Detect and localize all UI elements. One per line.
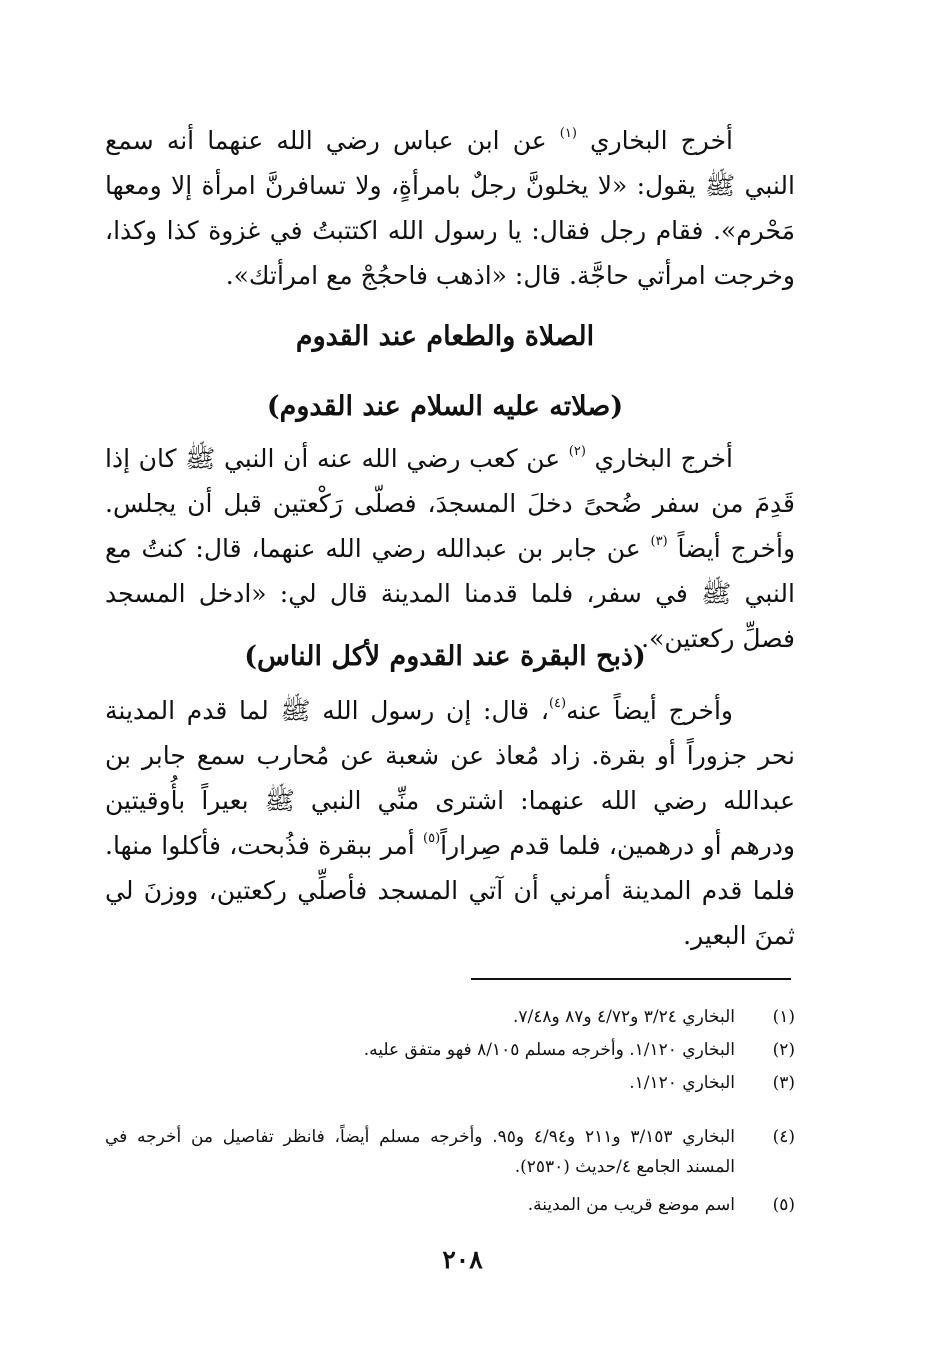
footnote-number: (٣) xyxy=(772,1073,795,1093)
subheading-prayer: (صلاته عليه السلام عند القدوم) xyxy=(266,391,624,422)
footnote-ref-5: (٥) xyxy=(423,831,441,846)
footnote-number: (٢) xyxy=(772,1040,795,1060)
footnote-4 xyxy=(105,1122,795,1182)
footnote-number: (١) xyxy=(772,1007,795,1027)
footnote-ref-2: (٢) xyxy=(568,444,586,459)
paragraph-2-middle: عن كعب رضي الله عنه أن النبي ﷺ كان إذا قَدِمَ من سفر ضُحىً دخلَ المسجدَ، فصلّى رَكْعتين قبل أن يجلس. وأخرج أيضاً xyxy=(105,444,796,563)
paragraph-1-start: أخرج البخاري xyxy=(576,126,733,155)
paragraph-2-start: أخرج البخاري xyxy=(585,444,733,473)
paragraph-3 xyxy=(105,688,795,958)
footnote-divider xyxy=(471,978,791,980)
paragraph-2-rest: عن جابر بن عبدالله رضي الله عنهما، قال: كنتُ مع النبي ﷺ في سفر، فلما قدمنا المدينة قال لي: «ادخل المسجد فصلِّ ركعتين». xyxy=(105,534,795,653)
footnote-text: اسم موضع قريب من المدينة. xyxy=(527,1195,735,1215)
footnote-text: البخاري ٣/٢٤ و٤/٧٢ و٨٧ و٧/٤٨. xyxy=(512,1007,735,1027)
paragraph-3-rest: أمر ببقرة فذُبحت، فأكلوا منها. فلما قدم المدينة أمرني أن آتي المسجد فأصلِّي ركعتين، ووزنَ لي ثمنَ البعير. xyxy=(105,831,795,950)
paragraph-3-middle: ، قال: إن رسول الله ﷺ لما قدم المدينة نحر جزوراً أو بقرة. زاد مُعاذ عن شعبة عن مُحارب سمع جابر بن عبدالله رضي الله عنهما: اشترى منِّي النبي ﷺ بعيراً بأُوقيتين ودرهم أو درهمين، فلما قدم صِراراً xyxy=(105,696,795,860)
footnote-3 xyxy=(105,1068,795,1098)
footnote-number: (٥) xyxy=(772,1195,795,1215)
footnote-ref-3: (٣) xyxy=(650,534,668,549)
footnote-text: البخاري ١/١٢٠. وأخرجه مسلم ٨/١٠٥ فهو متفق عليه. xyxy=(363,1040,735,1060)
footnote-text: البخاري ٣/١٥٣ و٢١١ و٤/٩٤ و٩٥. وأخرجه مسلم أيضاً، فانظر تفاصيل من أخرجه في المسند الجامع ٤/حديث (٢٥٣٠). xyxy=(105,1127,736,1177)
footnote-2 xyxy=(105,1035,795,1065)
footnote-number: (٤) xyxy=(772,1127,795,1147)
footnote-ref-4: (٤) xyxy=(548,696,567,711)
footnote-1 xyxy=(105,1002,795,1032)
paragraph-3-start: وأخرج أيضاً عنه xyxy=(566,696,733,725)
subheading-sacrifice: (ذبح البقرة عند القدوم لأكل الناس) xyxy=(244,641,646,672)
paragraph-1 xyxy=(105,118,795,298)
paragraph-3-text xyxy=(105,688,795,958)
footnote-ref-1: (١) xyxy=(559,126,577,141)
paragraph-1-text xyxy=(105,118,795,298)
page-number: ٢٠٨ xyxy=(442,1245,483,1274)
footnote-5 xyxy=(105,1190,795,1220)
paragraph-2-text xyxy=(105,436,795,661)
footnote-text: البخاري ١/١٢٠. xyxy=(629,1073,735,1093)
paragraph-2 xyxy=(105,436,795,661)
section-heading: الصلاة والطعام عند القدوم xyxy=(295,321,595,352)
paragraph-1-rest: عن ابن عباس رضي الله عنهما أنه سمع النبي ﷺ يقول: «لا يخلونَّ رجلٌ بامرأةٍ، ولا تسافرنَّ امرأة إلا ومعها مَحْرم». فقام رجل فقال: يا رسول الله اكتتبتُ في غزوة كذا وكذا، وخرجت امرأتي حاجَّة. قال: «اذهب فاحجُجْ مع امرأتك». xyxy=(105,126,795,290)
